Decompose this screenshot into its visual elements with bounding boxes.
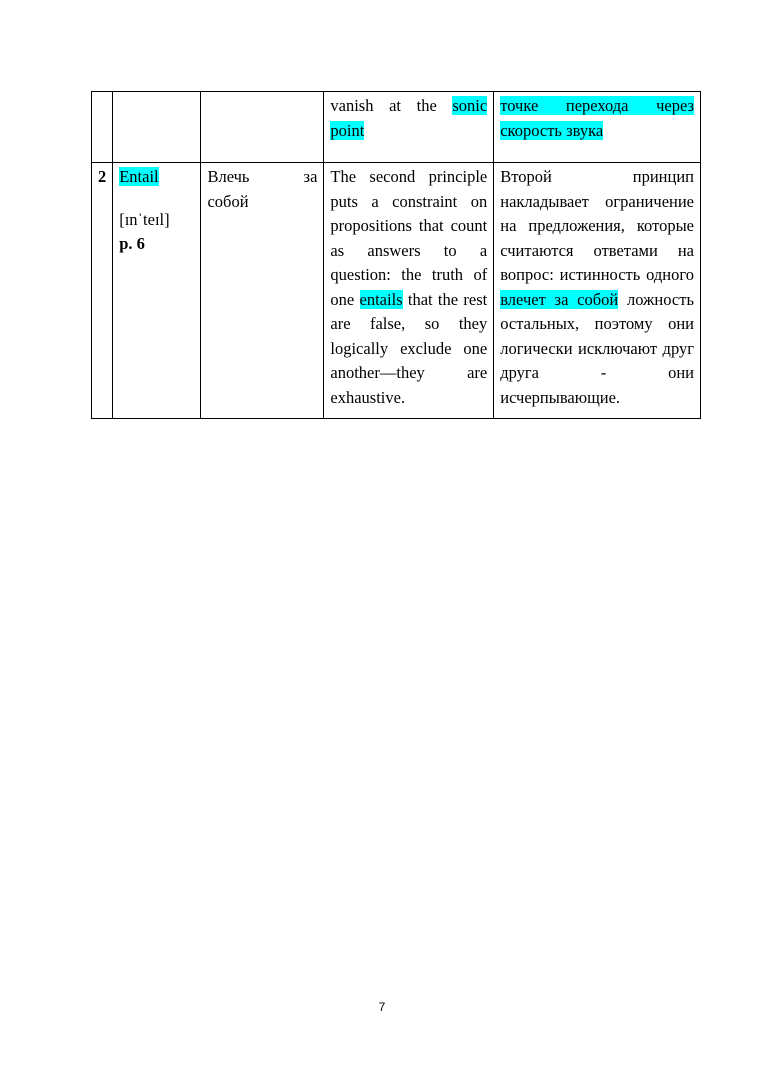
english-example-text: The second principle puts a constraint on propositions that count as answers to a question: the truth of one — [330, 167, 488, 309]
word-term: Entail — [119, 167, 159, 186]
russian-highlight: точке перехода через скорость звука — [500, 96, 694, 140]
english-example-cell — [324, 163, 494, 419]
word-transcription: [ɪnˈteɪl] — [119, 209, 170, 229]
english-example-text-end: that the rest are false, so they logically exclude one another—they are exhaustive. — [330, 289, 488, 407]
word-cell — [113, 92, 201, 163]
russian-example-cell — [494, 92, 701, 163]
table-row — [92, 163, 701, 419]
number-cell — [92, 92, 113, 163]
english-example-text: vanish at the — [330, 96, 453, 115]
row-number: 2 — [98, 167, 107, 186]
page-reference: p. 6 — [119, 234, 145, 253]
russian-example-cell — [494, 163, 701, 419]
english-example-cell — [324, 92, 494, 163]
translation-cell — [201, 92, 324, 163]
english-highlight: entails — [359, 289, 403, 309]
page-number: 7 — [378, 1000, 386, 1014]
number-cell — [92, 163, 113, 419]
table-row — [92, 92, 701, 163]
translation-word-2: за — [303, 167, 318, 186]
translation-cell — [201, 163, 324, 419]
russian-highlight: влечет за собой — [500, 289, 619, 309]
russian-example-text-end: ложность остальных, поэтому они логически исключают друг друга - они исчерпывающие. — [500, 289, 694, 407]
vocabulary-table — [91, 91, 701, 419]
translation-word-1: Влечь — [207, 167, 250, 186]
russian-example-text: Второй принцип накладывает ограничение на предложения, которые считаются ответами на вопрос: истинность одного — [500, 167, 694, 284]
word-cell — [113, 163, 201, 419]
english-highlight: sonic point — [330, 96, 488, 140]
translation-word-3: собой — [207, 191, 249, 211]
